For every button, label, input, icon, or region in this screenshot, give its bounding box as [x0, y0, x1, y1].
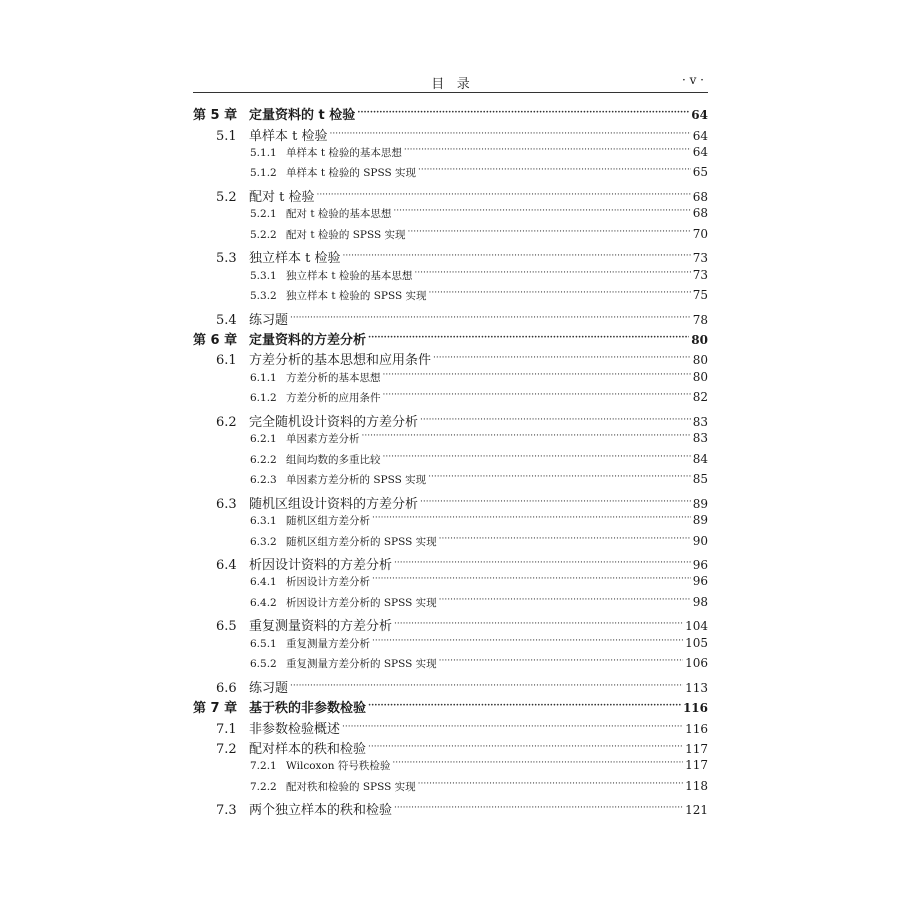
- toc-entry-number: 6.2.1: [250, 433, 277, 446]
- toc-entry-number: 6.1: [216, 353, 237, 369]
- toc-entry-page: 116: [685, 721, 708, 736]
- toc-entry-title: 配对 t 检验: [249, 189, 315, 205]
- toc-dot-leader: [439, 595, 691, 606]
- toc-entry-title: 随机区组设计资料的方差分析: [249, 496, 419, 512]
- toc-dot-leader: [433, 351, 691, 364]
- toc-entry-page: 84: [692, 451, 708, 466]
- toc-dot-leader: [420, 495, 691, 508]
- toc-entry-page: 105: [685, 635, 708, 650]
- toc-entry-page: 104: [685, 619, 708, 634]
- toc-entry-page: 64: [691, 108, 708, 122]
- toc-entry-title: 单样本 t 检验: [249, 128, 328, 144]
- toc-entry-page: 82: [692, 390, 708, 405]
- toc-entry-number: 5.4: [216, 312, 237, 328]
- toc-entry-number: 6.5.1: [250, 637, 277, 650]
- toc-entry-number: 6.3.2: [250, 535, 277, 548]
- toc-entry-page: 70: [692, 226, 708, 241]
- toc-entry-page: 80: [692, 353, 708, 368]
- toc-dot-leader: [394, 801, 683, 814]
- toc-entry-number: 6.2.3: [250, 474, 277, 487]
- toc-entry-page: 89: [692, 496, 708, 511]
- toc-subsection-entry[interactable]: [250, 370, 708, 385]
- header-page-number: · v ·: [681, 73, 704, 87]
- toc-entry-page: 118: [685, 778, 708, 793]
- toc-entry-page: 80: [691, 332, 708, 347]
- toc-entry-title: 定量资料的方差分析: [249, 332, 367, 348]
- toc-entry-title: 基于秩的非参数检验: [249, 701, 367, 716]
- toc-entry-title: 练习题: [249, 680, 289, 696]
- toc-entry-page: 98: [692, 594, 708, 609]
- toc-entry-title: 单因素方差分析: [286, 433, 360, 446]
- toc-dot-leader: [429, 289, 691, 300]
- toc-entry-number: 7.2.2: [250, 780, 277, 793]
- toc-subsection-entry[interactable]: [250, 513, 708, 528]
- toc-dot-leader: [368, 740, 683, 753]
- toc-dot-leader: [392, 759, 683, 770]
- toc-chapter-entry[interactable]: [193, 104, 708, 123]
- toc-entry-number: 5.1.1: [250, 146, 277, 159]
- toc-subsection-entry[interactable]: [250, 390, 708, 405]
- toc-entry-number: 5.1.2: [250, 167, 277, 180]
- toc-entry-title: 非参数检验概述: [249, 721, 341, 737]
- toc-subsection-entry[interactable]: [250, 206, 708, 221]
- toc-entry-page: 89: [692, 513, 708, 527]
- toc-entry-title: 配对秩和检验的 SPSS 实现: [286, 780, 416, 793]
- toc-dot-leader: [368, 699, 681, 712]
- toc-dot-leader: [414, 268, 690, 279]
- toc-dot-leader: [372, 575, 691, 586]
- toc-entry-number: 6.3.1: [250, 515, 277, 527]
- toc-entry-page: 96: [692, 557, 708, 572]
- toc-entry-title: 独立样本 t 检验的 SPSS 实现: [286, 290, 427, 302]
- toc-entry-title: 重复测量方差分析的 SPSS 实现: [286, 658, 437, 671]
- toc-entry-title: 重复测量资料的方差分析: [249, 619, 393, 635]
- toc-section-entry[interactable]: [216, 349, 708, 368]
- toc-subsection-entry[interactable]: [250, 431, 708, 446]
- toc-entry-page: 117: [685, 741, 708, 756]
- toc-dot-leader: [394, 617, 683, 630]
- toc-entry-title: 析因设计方差分析: [286, 576, 370, 589]
- toc-entry-page: 73: [692, 267, 708, 282]
- toc-entry-title: 析因设计资料的方差分析: [249, 557, 393, 573]
- toc-dot-leader: [343, 249, 691, 262]
- toc-dot-leader: [418, 779, 683, 790]
- toc-entry-number: 6.2.2: [250, 453, 277, 466]
- toc-section-entry[interactable]: [216, 615, 708, 634]
- toc-entry-title: 单样本 t 检验的基本思想: [286, 146, 402, 159]
- toc-entry-title: 方差分析的应用条件: [286, 392, 381, 405]
- toc-entry-title: 配对 t 检验的 SPSS 实现: [286, 228, 406, 241]
- toc-entry-page: 83: [692, 414, 708, 429]
- toc-section-entry[interactable]: [216, 738, 708, 757]
- toc-entry-title: Wilcoxon 符号秩检验: [286, 760, 391, 773]
- toc-entry-title: 完全随机设计资料的方差分析: [249, 414, 419, 430]
- toc-entry-title: 重复测量方差分析: [286, 637, 370, 650]
- toc-dot-leader: [418, 166, 691, 177]
- toc-dot-leader: [408, 227, 691, 238]
- toc-dot-leader: [290, 311, 691, 324]
- toc-dot-leader: [357, 106, 689, 119]
- toc-subsection-entry[interactable]: [250, 534, 708, 549]
- toc-entry-page: 121: [685, 803, 708, 818]
- toc-section-entry[interactable]: [216, 125, 708, 144]
- toc-dot-leader: [330, 127, 691, 140]
- toc-entry-number: 6.1.2: [250, 392, 277, 405]
- toc-section-entry[interactable]: [216, 799, 708, 818]
- toc-subsection-entry[interactable]: [250, 779, 708, 794]
- toc-entry-title: 定量资料的 t 检验: [249, 108, 356, 123]
- toc-subsection-entry[interactable]: [250, 268, 708, 283]
- toc-dot-leader: [372, 514, 691, 525]
- toc-entry-page: 65: [692, 165, 708, 180]
- toc-subsection-entry[interactable]: [250, 636, 708, 651]
- toc-entry-title: 随机区组方差分析: [286, 515, 370, 527]
- toc-dot-leader: [342, 720, 683, 733]
- toc-entry-title: 配对样本的秩和检验: [249, 741, 367, 757]
- toc-entry-number: 7.2: [216, 741, 237, 757]
- toc-entry-page: 64: [692, 128, 708, 143]
- toc-entry-title: 独立样本 t 检验: [249, 251, 341, 267]
- toc-entry-title: 配对 t 检验的基本思想: [286, 208, 392, 221]
- toc-entry-number: 5.1: [216, 128, 237, 144]
- toc-entry-page: 83: [692, 431, 708, 446]
- toc-entry-number: 5.3.2: [250, 290, 277, 302]
- toc-subsection-entry[interactable]: [250, 595, 708, 610]
- toc-entry-page: 90: [692, 533, 708, 548]
- toc-entry-page: 106: [685, 656, 708, 671]
- toc-entry-page: 85: [692, 472, 708, 487]
- header-title: 目 录: [431, 77, 470, 92]
- toc-entry-number: 第 6 章: [193, 332, 238, 348]
- toc-section-entry[interactable]: [216, 247, 708, 266]
- toc-subsection-entry[interactable]: [250, 288, 708, 303]
- toc-entry-page: 64: [692, 144, 708, 159]
- toc-dot-leader: [439, 657, 683, 668]
- toc-entry-title: 组间均数的多重比较: [286, 453, 381, 466]
- toc-dot-leader: [362, 432, 691, 443]
- toc-entry-number: 6.4.2: [250, 596, 277, 609]
- toc-subsection-entry[interactable]: [250, 656, 708, 671]
- toc-chapter-entry[interactable]: [193, 329, 708, 348]
- toc-section-entry[interactable]: [216, 493, 708, 512]
- toc-entry-number: 5.2.1: [250, 208, 277, 221]
- toc-entry-number: 5.2: [216, 189, 237, 205]
- toc-entry-number: 5.2.2: [250, 228, 277, 241]
- toc-subsection-entry[interactable]: [250, 472, 708, 487]
- toc-dot-leader: [420, 413, 691, 426]
- toc-section-entry[interactable]: [216, 718, 708, 737]
- toc-entry-number: 6.2: [216, 414, 237, 430]
- toc-entry-title: 两个独立样本的秩和检验: [249, 803, 393, 819]
- toc-subsection-entry[interactable]: [250, 145, 708, 160]
- toc-dot-leader: [428, 473, 691, 484]
- toc-entry-number: 6.5: [216, 619, 237, 635]
- toc-entry-number: 第 7 章: [193, 701, 238, 716]
- toc-entry-title: 析因设计方差分析的 SPSS 实现: [286, 596, 437, 609]
- toc-section-entry[interactable]: [216, 554, 708, 573]
- toc-dot-leader: [404, 145, 691, 156]
- toc-entry-number: 6.5.2: [250, 658, 277, 671]
- toc-entry-page: 73: [692, 251, 708, 266]
- toc-entry-title: 方差分析的基本思想: [286, 371, 381, 384]
- toc-entry-page: 78: [692, 312, 708, 327]
- toc-entry-page: 117: [685, 758, 708, 773]
- toc-entry-number: 6.3: [216, 496, 237, 512]
- toc-entry-number: 6.1.1: [250, 371, 277, 384]
- toc-section-entry[interactable]: [216, 677, 708, 696]
- toc-entry-title: 方差分析的基本思想和应用条件: [249, 353, 432, 369]
- toc-dot-leader: [439, 534, 691, 545]
- toc-entry-number: 6.4.1: [250, 576, 277, 589]
- toc-entry-page: 75: [692, 288, 708, 302]
- toc-entry-page: 116: [682, 701, 708, 715]
- toc-subsection-entry[interactable]: [250, 758, 708, 773]
- toc-entry-title: 单因素方差分析的 SPSS 实现: [286, 474, 427, 487]
- toc-entry-number: 5.3: [216, 251, 237, 267]
- toc-entry-page: 80: [692, 369, 708, 384]
- toc-dot-leader: [383, 452, 691, 463]
- toc-entry-number: 第 5 章: [193, 108, 238, 123]
- toc-entry-page: 68: [692, 206, 708, 221]
- toc-section-entry[interactable]: [216, 309, 708, 328]
- toc-subsection-entry[interactable]: [250, 165, 708, 180]
- toc-dot-leader: [317, 188, 691, 201]
- toc-entry-number: 5.3.1: [250, 269, 277, 282]
- toc-section-entry[interactable]: [216, 186, 708, 205]
- toc-dot-leader: [290, 679, 683, 692]
- toc-entry-page: 96: [692, 574, 708, 589]
- toc-section-entry[interactable]: [216, 411, 708, 430]
- toc-entry-title: 单样本 t 检验的 SPSS 实现: [286, 167, 417, 180]
- toc-entry-title: 独立样本 t 检验的基本思想: [286, 269, 413, 282]
- toc-dot-leader: [383, 391, 691, 402]
- toc-subsection-entry[interactable]: [250, 574, 708, 589]
- toc-dot-leader: [394, 556, 691, 569]
- toc-dot-leader: [383, 370, 691, 381]
- toc-subsection-entry[interactable]: [250, 452, 708, 467]
- toc-dot-leader: [368, 331, 689, 344]
- toc-dot-leader: [372, 636, 683, 647]
- toc-entry-number: 6.4: [216, 557, 237, 573]
- toc-chapter-entry[interactable]: [193, 697, 708, 716]
- toc-subsection-entry[interactable]: [250, 227, 708, 242]
- toc-entry-title: 练习题: [249, 312, 289, 328]
- toc-entry-title: 随机区组方差分析的 SPSS 实现: [286, 535, 437, 548]
- toc-entry-number: 7.3: [216, 803, 237, 819]
- toc-entry-page: 68: [692, 189, 708, 204]
- toc-entry-number: 7.1: [216, 721, 237, 737]
- toc-entry-page: 113: [685, 680, 708, 695]
- toc-dot-leader: [393, 207, 690, 218]
- toc-entry-number: 6.6: [216, 680, 237, 696]
- toc-entry-number: 7.2.1: [250, 760, 277, 773]
